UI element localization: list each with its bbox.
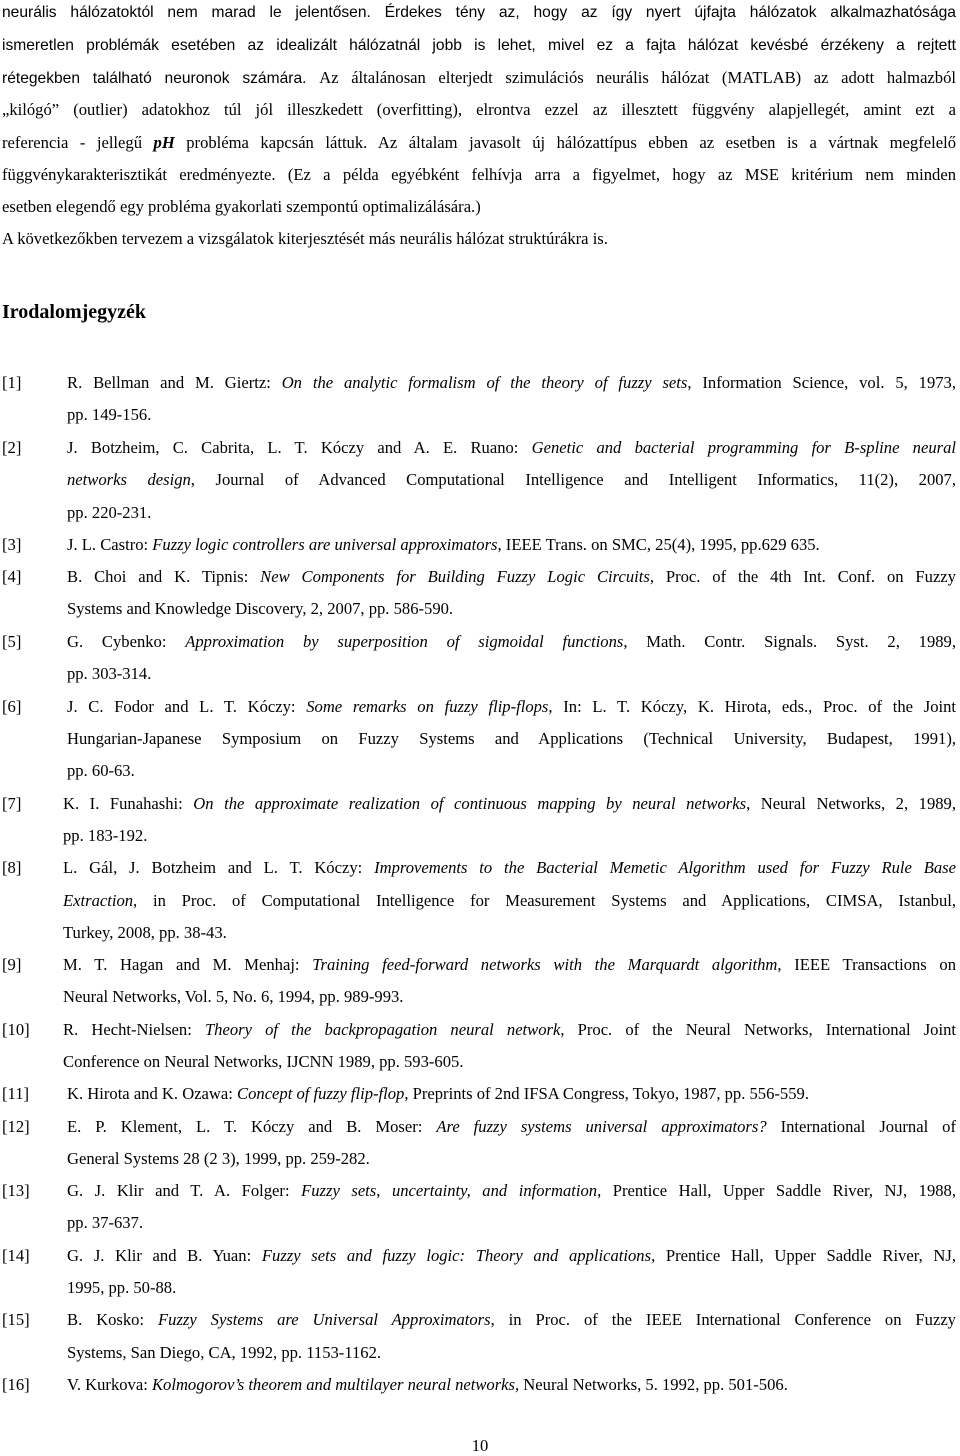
reference-text: , Neural Networks, 2, 1989,	[746, 794, 957, 813]
reference-title: On the analytic formalism of the theory of fuzzy sets	[281, 373, 688, 392]
reference-text: , Proc. of the 4th Int. Conf. on Fuzzy	[649, 567, 956, 586]
reference-text: pp. 220-231.	[67, 503, 152, 522]
reference-line	[67, 1375, 956, 1395]
body-line	[2, 68, 956, 89]
reference-line	[67, 503, 956, 523]
reference-line	[67, 470, 956, 490]
reference-title: On the approximate realization of continuous mapping by neural networks	[193, 794, 747, 813]
reference-number: [7]	[2, 794, 22, 813]
body-line	[2, 229, 956, 249]
reference-text: R. Bellman and M. Giertz:	[67, 373, 282, 392]
reference-text: pp. 37-637.	[67, 1213, 144, 1232]
reference-text: Hungarian-Japanese Symposium on Fuzzy Systems and Applications (Technical University, Budapest, 1991),	[67, 729, 956, 748]
reference-text: Neural Networks, Vol. 5, No. 6, 1994, pp. 989-993.	[63, 987, 404, 1006]
reference-title: Fuzzy logic controllers are universal approximators	[152, 535, 498, 554]
reference-number: [11]	[2, 1084, 30, 1103]
reference-text: , Preprints of 2nd IFSA Congress, Tokyo, 1987, pp. 556-559.	[404, 1084, 809, 1103]
reference-text: , in Proc. of Computational Intelligence for Measurement Systems and Applications, CIMSA, Istanbul,	[133, 891, 956, 910]
reference-line	[67, 599, 956, 619]
body-text-segment: pH	[153, 133, 175, 152]
reference-line	[67, 1246, 956, 1266]
reference-text: J. Botzheim, C. Cabrita, L. T. Kóczy and A. E. Ruano:	[67, 438, 532, 457]
reference-title: Concept of fuzzy flip-flop	[237, 1084, 405, 1103]
reference-line	[63, 858, 956, 878]
reference-line	[67, 535, 956, 555]
reference-line	[67, 1084, 956, 1104]
reference-line	[67, 405, 956, 425]
body-text-segment: esetben elegendő egy probléma gyakorlati szempontú optimalizálására.)	[2, 197, 481, 216]
reference-number: [3]	[2, 535, 22, 554]
reference-line	[67, 1343, 956, 1363]
reference-text: K. Hirota and K. Ozawa:	[67, 1084, 238, 1103]
reference-title: Theory of the backpropagation neural network	[204, 1020, 561, 1039]
reference-title: Are fuzzy systems universal approximators?	[436, 1117, 767, 1136]
reference-line	[67, 1117, 956, 1137]
reference-title: Improvements to the Bacterial Memetic Algorithm used for Fuzzy Rule Base	[374, 858, 956, 877]
reference-text: L. Gál, J. Botzheim and L. T. Kóczy:	[63, 858, 375, 877]
reference-line	[63, 1052, 956, 1072]
reference-number: [5]	[2, 632, 22, 651]
reference-text: J. L. Castro:	[67, 535, 153, 554]
reference-text: , Prentice Hall, Upper Saddle River, NJ,	[651, 1246, 957, 1265]
reference-line	[63, 987, 956, 1007]
body-line	[2, 100, 956, 120]
reference-number: [15]	[2, 1310, 30, 1329]
reference-title: Fuzzy Systems are Universal Approximators	[158, 1310, 491, 1329]
reference-line	[67, 1149, 956, 1169]
reference-text: General Systems 28 (2 3), 1999, pp. 259-282.	[67, 1149, 370, 1168]
body-text-segment: neurális hálózatoktól nem marad le jelentősen.	[2, 4, 385, 21]
reference-text: E. P. Klement, L. T. Kóczy and B. Moser:	[67, 1117, 437, 1136]
reference-text: , In: L. T. Kóczy, K. Hirota, eds., Proc. of the Joint	[548, 697, 957, 716]
reference-title: New Components for Building Fuzzy Logic Circuits	[260, 567, 650, 586]
reference-text: G. Cybenko:	[67, 632, 186, 651]
reference-text: B. Choi and K. Tipnis:	[67, 567, 261, 586]
reference-text: , Information Science, vol. 5, 1973,	[687, 373, 956, 392]
reference-text: R. Hecht-Nielsen:	[63, 1020, 205, 1039]
reference-line	[63, 794, 956, 814]
body-line	[2, 165, 956, 185]
reference-title: networks design	[67, 470, 191, 489]
reference-line	[67, 632, 956, 652]
reference-text: , in Proc. of the IEEE International Conference on Fuzzy	[490, 1310, 956, 1329]
reference-title: Extraction	[63, 891, 134, 910]
reference-number: [6]	[2, 697, 22, 716]
reference-text: 1995, pp. 50-88.	[67, 1278, 177, 1297]
reference-line	[63, 955, 956, 975]
reference-text: pp. 60-63.	[67, 761, 135, 780]
reference-title: Some remarks on fuzzy flip-flops	[306, 697, 549, 716]
body-text-segment: ismeretlen problémák esetében az idealizált hálózatnál jobb is lehet, mivel ez a fajta hálózat kevésbé érzékeny a rejtett	[2, 37, 956, 54]
reference-text: pp. 149-156.	[67, 405, 152, 424]
page-number: 10	[471, 1436, 489, 1455]
reference-line	[67, 761, 956, 781]
reference-text: J. C. Fodor and L. T. Kóczy:	[67, 697, 307, 716]
reference-line	[67, 1278, 956, 1298]
reference-number: [13]	[2, 1181, 30, 1200]
reference-number: [8]	[2, 858, 22, 877]
reference-line	[67, 567, 956, 587]
reference-text: M. T. Hagan and M. Menhaj:	[63, 955, 313, 974]
reference-text: V. Kurkova:	[67, 1375, 152, 1394]
body-line	[2, 133, 956, 153]
reference-text: pp. 303-314.	[67, 664, 152, 683]
reference-line	[67, 1181, 956, 1201]
reference-text: K. I. Funahashi:	[63, 794, 194, 813]
body-line	[2, 2, 956, 23]
body-text-segment: A következőkben tervezem a vizsgálatok kiterjesztését más neurális hálózat struktúrákra is.	[2, 229, 608, 248]
body-text-segment: függvénykarakterisztikát eredményezte. (Ez a példa egyébként felhívja arra a figyelmet, hogy az MSE kritérium nem minden	[2, 165, 956, 184]
reference-line	[67, 664, 956, 684]
reference-number: [16]	[2, 1375, 30, 1394]
reference-text: , Math. Contr. Signals. Syst. 2, 1989,	[623, 632, 956, 651]
reference-title: Fuzzy sets and fuzzy logic: Theory and applications	[261, 1246, 652, 1265]
reference-text: pp. 183-192.	[63, 826, 148, 845]
reference-text: Systems and Knowledge Discovery, 2, 2007, pp. 586-590.	[67, 599, 454, 618]
reference-line	[67, 373, 956, 393]
reference-line	[63, 826, 956, 846]
reference-number: [4]	[2, 567, 22, 586]
reference-line	[63, 891, 956, 911]
body-text-segment: „kilógó” (outlier) adatokhoz túl jól illeszkedett (overfitting), elrontva ezzel az illesztett függvény alapjellegét, amint ezt a	[2, 100, 956, 119]
reference-line	[63, 923, 956, 943]
reference-line	[63, 1020, 956, 1040]
reference-title: Approximation by superposition of sigmoidal functions	[185, 632, 624, 651]
body-line	[2, 35, 956, 56]
reference-title: Fuzzy sets, uncertainty, and information	[301, 1181, 598, 1200]
reference-line	[67, 438, 956, 458]
reference-number: [14]	[2, 1246, 30, 1265]
body-text-segment: probléma kapcsán láttuk. Az általam javasolt új hálózattípus ebben az esetben is a vártnak megfelelő	[174, 133, 956, 152]
reference-text: , Proc. of the Neural Networks, International Joint	[560, 1020, 956, 1039]
body-text-segment: rétegekben található neuronok számára.	[2, 70, 320, 87]
reference-text: G. J. Klir and B. Yuan:	[67, 1246, 262, 1265]
reference-text: Systems, San Diego, CA, 1992, pp. 1153-1162.	[67, 1343, 382, 1362]
reference-line	[67, 729, 956, 749]
reference-number: [10]	[2, 1020, 30, 1039]
body-text-segment: Érdekes tény az, hogy az így nyert újfajta hálózatok alkalmazhatósága	[384, 4, 956, 21]
reference-line	[67, 697, 956, 717]
reference-text: International Journal of	[766, 1117, 956, 1136]
reference-text: , IEEE Trans. on SMC, 25(4), 1995, pp.629 635.	[497, 535, 820, 554]
section-heading: Irodalomjegyzék	[2, 301, 147, 323]
body-text-segment: Az általánosan elterjedt szimulációs neurális hálózat (MATLAB) az adott halmazból	[319, 68, 957, 87]
reference-title: Training feed-forward networks with the Marquardt algorithm	[312, 955, 778, 974]
body-text-segment: referencia - jellegű	[2, 133, 154, 152]
reference-text: , Journal of Advanced Computational Intelligence and Intelligent Informatics, 11(2), 2007,	[190, 470, 956, 489]
reference-title: Kolmogorov’s theorem and multilayer neural networks,	[151, 1375, 520, 1394]
reference-text: Conference on Neural Networks, IJCNN 1989, pp. 593-605.	[63, 1052, 464, 1071]
reference-text: , Prentice Hall, Upper Saddle River, NJ, 1988,	[597, 1181, 956, 1200]
reference-number: [12]	[2, 1117, 30, 1136]
reference-number: [9]	[2, 955, 22, 974]
reference-text: Turkey, 2008, pp. 38-43.	[63, 923, 227, 942]
reference-line	[67, 1213, 956, 1233]
reference-text: , IEEE Transactions on	[777, 955, 957, 974]
reference-title: Genetic and bacterial programming for B-spline neural	[531, 438, 956, 457]
reference-line	[67, 1310, 956, 1330]
reference-text: B. Kosko:	[67, 1310, 159, 1329]
reference-number: [1]	[2, 373, 22, 392]
body-line	[2, 197, 956, 217]
reference-number: [2]	[2, 438, 22, 457]
reference-text: Neural Networks, 5. 1992, pp. 501-506.	[519, 1375, 788, 1394]
reference-text: G. J. Klir and T. A. Folger:	[67, 1181, 302, 1200]
